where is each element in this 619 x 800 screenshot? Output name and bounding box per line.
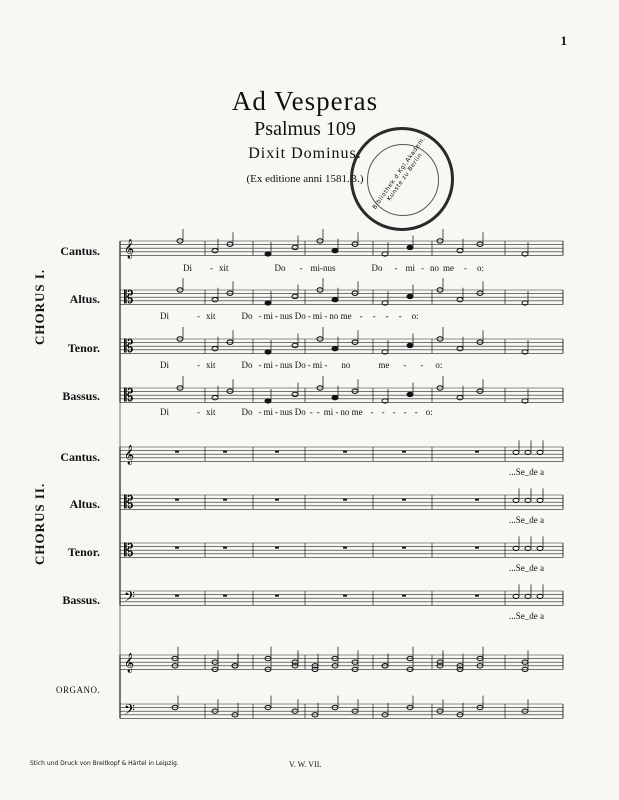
edition-note: (Ex editione anni 1581.B.) [246,173,364,185]
chorus-1-bassus-lyrics: Di - xit Do - mi - nus Do - - mi - no me - - - - - o: [160,407,433,417]
note [477,291,483,295]
stamp-text: Bibliothek d.Kgl.Akadem. Kunste zu Berlin [371,135,428,211]
rest [223,499,227,501]
incipit-title: Dixit Dominus. [248,145,362,162]
note [352,340,358,344]
note [212,249,218,253]
note [457,249,463,253]
chorus-2-bassus-label: Bassus. [62,593,100,607]
rest [275,547,279,549]
chorus-1-tenor-label: Tenor. [67,341,100,355]
note [352,389,358,393]
clef-icon: 𝄞 [124,239,135,259]
note [227,389,233,393]
note [292,245,298,249]
note [477,340,483,344]
note [292,392,298,396]
rest [402,499,406,501]
note [477,242,483,246]
rest [223,595,227,597]
rest [343,451,347,453]
rest [402,451,406,453]
clef-icon: 𝄡 [124,337,134,357]
rest [275,451,279,453]
clef-icon: 𝄡 [124,386,134,406]
rest [475,595,479,597]
note [265,350,271,354]
note [227,340,233,344]
rest [223,547,227,549]
clef-icon: 𝄢 [124,589,135,609]
note [352,242,358,246]
rest [402,547,406,549]
rest [175,499,179,501]
note [227,291,233,295]
note [332,396,338,400]
chorus-1-altus-label: Altus. [69,292,100,306]
rest [175,451,179,453]
note [352,291,358,295]
rest [275,595,279,597]
note [227,242,233,246]
organ-label: ORGANO. [56,685,101,695]
note [265,252,271,256]
clef-icon: 𝄡 [124,493,134,513]
note [292,343,298,347]
note [457,298,463,302]
chorus-2-tenor-lyrics: ...Se_de a [509,563,544,573]
psalm-title: Psalmus 109 [254,118,356,140]
rest [475,499,479,501]
rest [343,499,347,501]
clef-icon: 𝄡 [124,288,134,308]
printer-imprint: Stich und Druck von Breitkopf & Härtel in Leipzig. [30,760,179,767]
rest [402,595,406,597]
chorus-1-label: CHORUS I. [32,268,47,345]
rest [175,547,179,549]
chorus-2-cantus-lyrics: ...Se_de a [509,467,544,477]
chorus-2-altus-label: Altus. [69,497,100,511]
note [332,347,338,351]
note [457,347,463,351]
rest [175,595,179,597]
note [212,396,218,400]
clef-icon: 𝄢 [124,702,135,722]
note [407,294,413,298]
work-title: Ad Vesperas [231,86,379,116]
chorus-1-bassus-label: Bassus. [62,389,100,403]
rest [475,451,479,453]
note [332,298,338,302]
clef-icon: 𝄞 [124,653,135,673]
rest [275,499,279,501]
chorus-2-label: CHORUS II. [32,482,47,565]
chorus-1-cantus-lyrics: Di - xit Do - mi-nus Do - mi - no me - o: [183,263,485,273]
note [407,245,413,249]
note [407,392,413,396]
rest [475,547,479,549]
chorus-2-altus-lyrics: ...Se_de a [509,515,544,525]
chorus-2-cantus-label: Cantus. [60,450,100,464]
rest [343,595,347,597]
note [477,389,483,393]
note [332,249,338,253]
chorus-2-bassus-lyrics: ...Se_de a [509,611,544,621]
clef-icon: 𝄞 [124,445,135,465]
note [265,301,271,305]
chorus-2-tenor-label: Tenor. [67,545,100,559]
chorus-1-altus-lyrics: Di - xit Do - mi - nus Do - mi - no me - - - - o: [160,311,419,321]
rest [343,547,347,549]
note [265,399,271,403]
note [407,343,413,347]
clef-icon: 𝄡 [124,541,134,561]
note [292,294,298,298]
plate-number: V. W. VII. [289,760,322,769]
chorus-1-cantus-label: Cantus. [60,244,100,258]
note [457,396,463,400]
page-number: 1 [560,33,567,48]
note [212,298,218,302]
chorus-1-tenor-lyrics: Di - xit Do - mi - nus Do - mi - no me - - o: [160,360,443,370]
note [212,347,218,351]
rest [223,451,227,453]
